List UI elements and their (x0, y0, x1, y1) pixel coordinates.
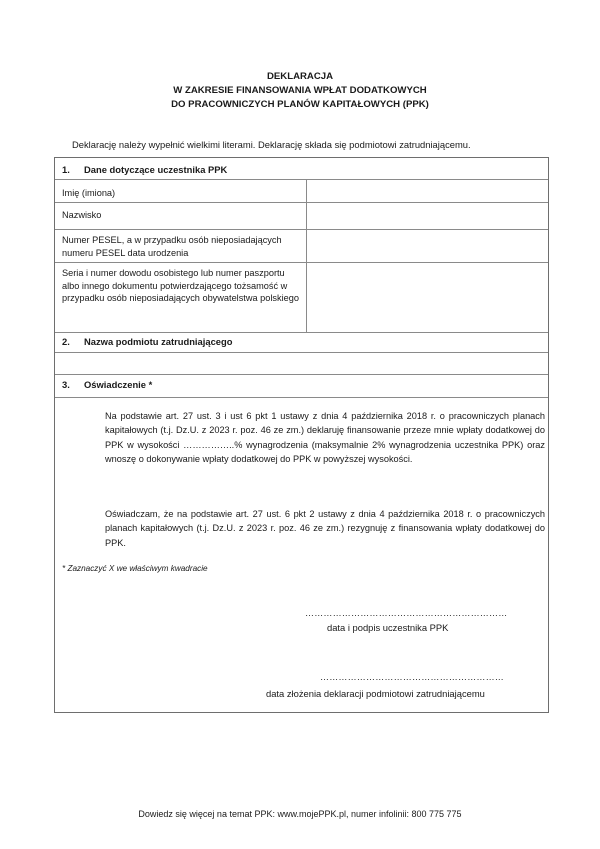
signature-line-2[interactable]: …………………………………………………… (320, 672, 504, 682)
option-2-text: Oświadczam, że na podstawie art. 27 ust. 6 pkt 2 ustawy z dnia 4 października 2018 r. o pracowniczych planach kapitałowych (t.j. Dz.U. z 2023 r. poz. 46 ze zm.) rezygnuję z finansowania wpłaty dodatkowej do PPK. (105, 509, 545, 548)
first-name-field[interactable] (307, 180, 548, 202)
divider (55, 397, 548, 398)
field-label-last-name: Nazwisko (62, 210, 102, 220)
section-1-number: 1. (62, 164, 70, 175)
option-2-checkbox[interactable] (91, 512, 99, 520)
field-label-first-name: Imię (imiona) (62, 188, 116, 198)
section-3-header (62, 379, 152, 390)
section-3-number: 3. (62, 379, 70, 390)
field-label-pesel: Numer PESEL, a w przypadku osób nieposiadających numeru PESEL data urodzenia (62, 235, 282, 258)
signature-label-2: data złożenia deklaracji podmiotowi zatrudniającemu (266, 688, 485, 699)
section-2-header (62, 336, 232, 347)
footer-info: Dowiedz się więcej na temat PPK: www.mojePPK.pl, numer infolinii: 800 775 775 (138, 809, 462, 819)
option-1-text: Na podstawie art. 27 ust. 3 i ust 6 pkt 1 ustawy z dnia 4 października 2018 r. o pracowniczych planach kapitałowych (t.j. Dz.U. z 2023 r. poz. 46 ze zm.) deklaruję finansowanie przeze mnie wpłaty dodatkowej do PPK w wysokości ……………..% wynagrodzenia (maksymalnie 2% wynagrodzenia uczestnika PPK) oraz wnoszę o dokonywanie wpłaty dodatkowej do PPK w powyższej wysokości. (105, 411, 545, 464)
title-line-3: DO PRACOWNICZYCH PLANÓW KAPITAŁOWYCH (PPK) (171, 99, 429, 110)
option-1-checkbox[interactable] (91, 414, 99, 422)
divider (55, 374, 548, 375)
last-name-field[interactable] (307, 203, 548, 229)
title-line-2: W ZAKRESIE FINANSOWANIA WPŁAT DODATKOWYCH (173, 85, 427, 96)
signature-line-1[interactable]: ………………………………………………………… (305, 608, 508, 618)
section-1-title: Dane dotyczące uczestnika PPK (84, 164, 228, 175)
signature-label-1: data i podpis uczestnika PPK (327, 622, 449, 633)
divider (55, 332, 548, 333)
declaration-form (54, 157, 549, 713)
document-title (0, 70, 600, 112)
intro-instruction: Deklarację należy wypełnić wielkimi literami. Deklarację składa się podmiotowi zatrudniającemu. (72, 139, 471, 150)
pesel-field[interactable] (307, 230, 548, 262)
title-line-1: DEKLARACJA (266, 71, 334, 82)
checkbox-note: * Zaznaczyć X we właściwym kwadracie (62, 564, 208, 573)
id-document-field[interactable] (307, 263, 548, 332)
field-label-id-document: Seria i numer dowodu osobistego lub numer paszportu albo innego dokumentu potwierdzającego tożsamość w przypadku osób nieposiadających obywatelstwa polskiego (62, 268, 299, 304)
section-1-header (62, 164, 227, 175)
section-3-title: Oświadczenie * (84, 379, 153, 390)
section-2-number: 2. (62, 336, 70, 347)
employer-name-field[interactable] (56, 353, 547, 374)
section-2-title: Nazwa podmiotu zatrudniającego (84, 336, 233, 347)
